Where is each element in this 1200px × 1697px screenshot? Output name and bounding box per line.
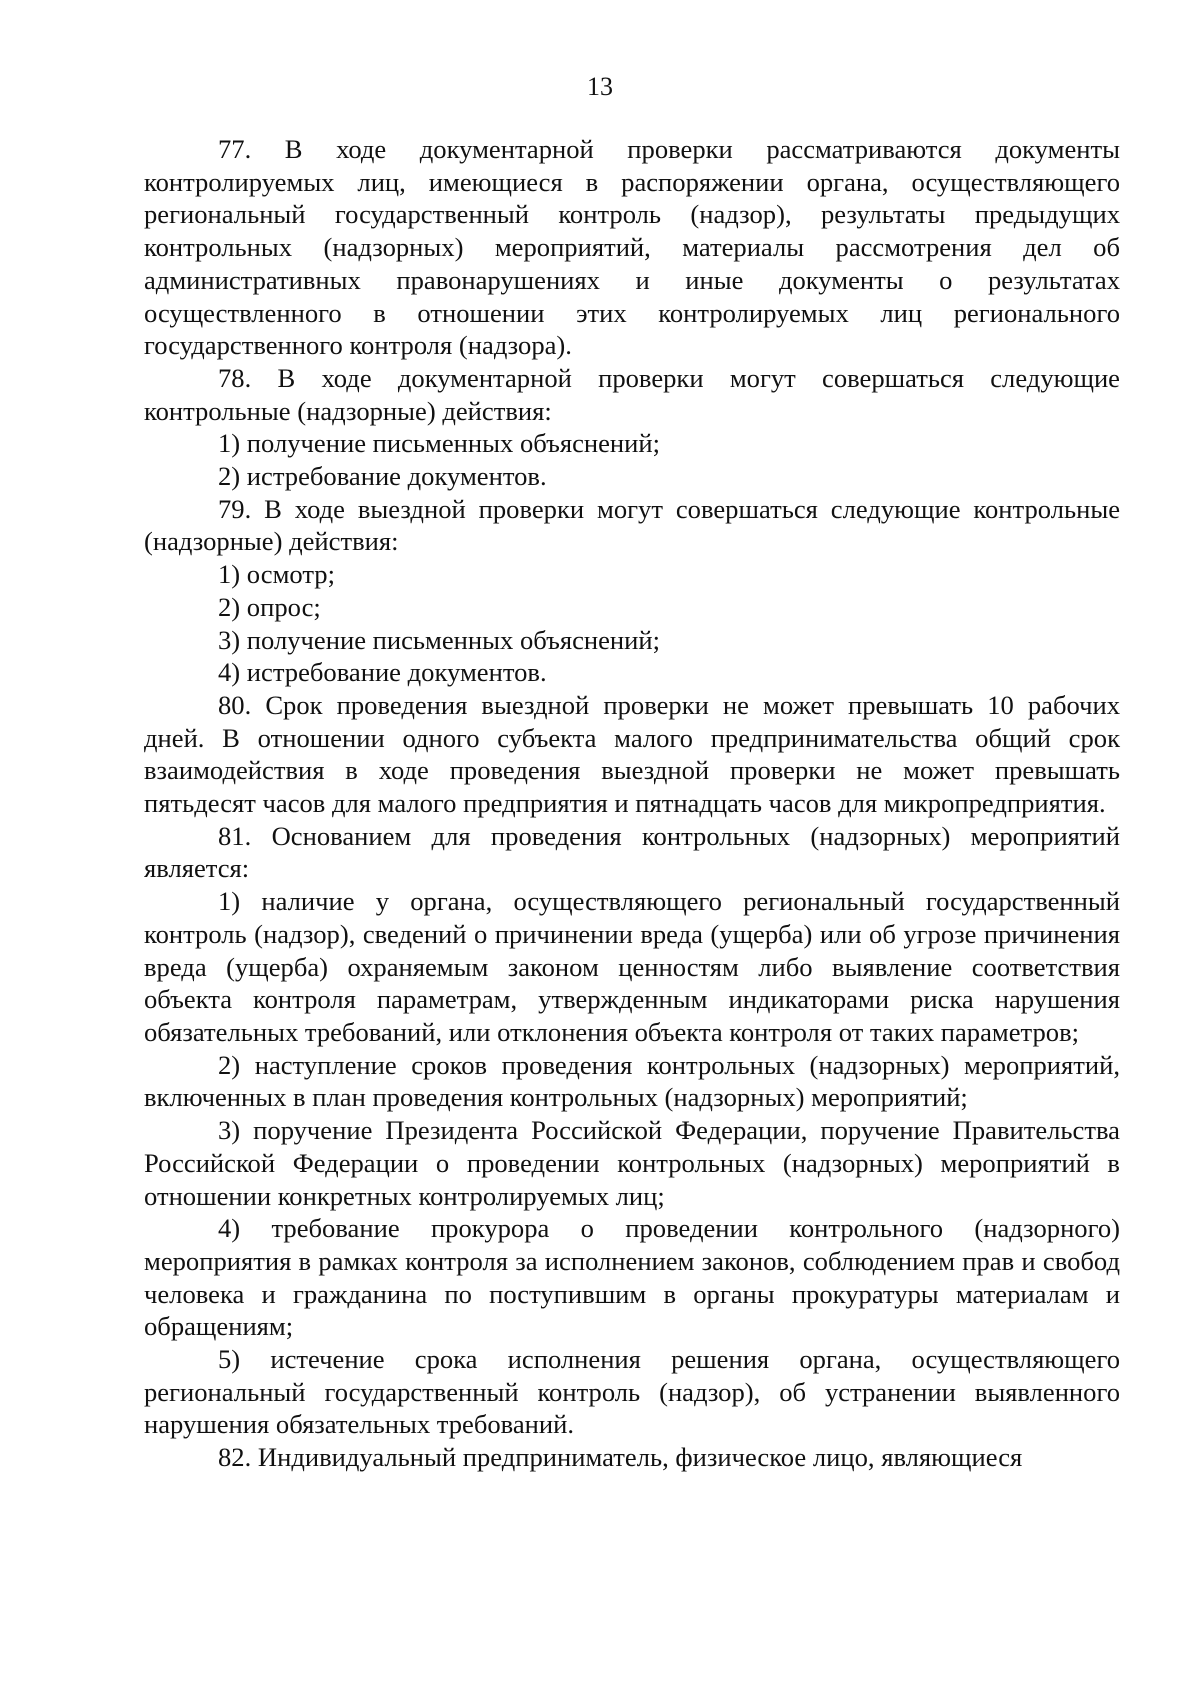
page-number: 13 [587,72,613,101]
document-body [144,133,1120,1474]
list-item: 1) наличие у органа, осуществляющего региональный государственный контроль (надзор), сведений о причинении вреда (ущерба) или об угрозе причинения вреда (ущерба) охраняемым законом ценностям либо выявление соответствия объекта контроля параметрам, утвержденным индикаторами риска нарушения обязательных требований, или отклонения объекта контроля от таких параметров; [144,886,1120,1047]
paragraph-77: 77. В ходе документарной проверки рассматриваются документы контролируемых лиц, имеющиеся в распоряжении органа, осуществляющего региональный государственный контроль (надзор), результаты предыдущих контрольных (надзорных) мероприятий, материалы рассмотрения дел об административных правонарушениях и иные документы о результатах осуществленного в отношении этих контролируемых лиц регионального государственного контроля (надзора). [144,134,1120,361]
paragraph-78: 78. В ходе документарной проверки могут совершаться следующие контрольные (надзорные) действия: [144,362,1120,426]
list-item: 1) получение письменных объяснений; [218,428,661,459]
list-item: 2) опрос; [218,591,321,622]
list-item: 2) истребование документов. [218,461,547,492]
list-item: 5) истечение срока исполнения решения органа, осуществляющего региональный государственный контроль (надзор), об устранении выявленного нарушения обязательных требований. [144,1344,1120,1440]
paragraph-81: 81. Основанием для проведения контрольных (надзорных) мероприятий является: [144,820,1120,884]
paragraph-80: 80. Срок проведения выездной проверки не может превышать 10 рабочих дней. В отношении одного субъекта малого предпринимательства общий срок взаимодействия в ходе проведения выездной проверки не может превышать пятьдесят часов для малого предприятия и пятнадцать часов для микропредприятия. [144,689,1120,819]
list-item: 1) осмотр; [218,559,335,590]
list-item: 3) получение письменных объяснений; [218,624,661,655]
paragraph-82: 82. Индивидуальный предприниматель, физическое лицо, являющиеся [218,1442,1023,1473]
list-item: 4) требование прокурора о проведении контрольного (надзорного) мероприятия в рамках контроля за исполнением законов, соблюдением прав и свобод человека и гражданина по поступившим в органы прокуратуры материалам и обращениям; [144,1213,1120,1342]
list-item: 4) истребование документов. [218,657,547,688]
list-item: 3) поручение Президента Российской Федерации, поручение Правительства Российской Федерации о проведении контрольных (надзорных) мероприятий в отношении конкретных контролируемых лиц; [144,1115,1120,1211]
list-item: 2) наступление сроков проведения контрольных (надзорных) мероприятий, включенных в план проведения контрольных (надзорных) мероприятий; [144,1049,1120,1113]
paragraph-79: 79. В ходе выездной проверки могут совершаться следующие контрольные (надзорные) действия: [144,493,1120,557]
